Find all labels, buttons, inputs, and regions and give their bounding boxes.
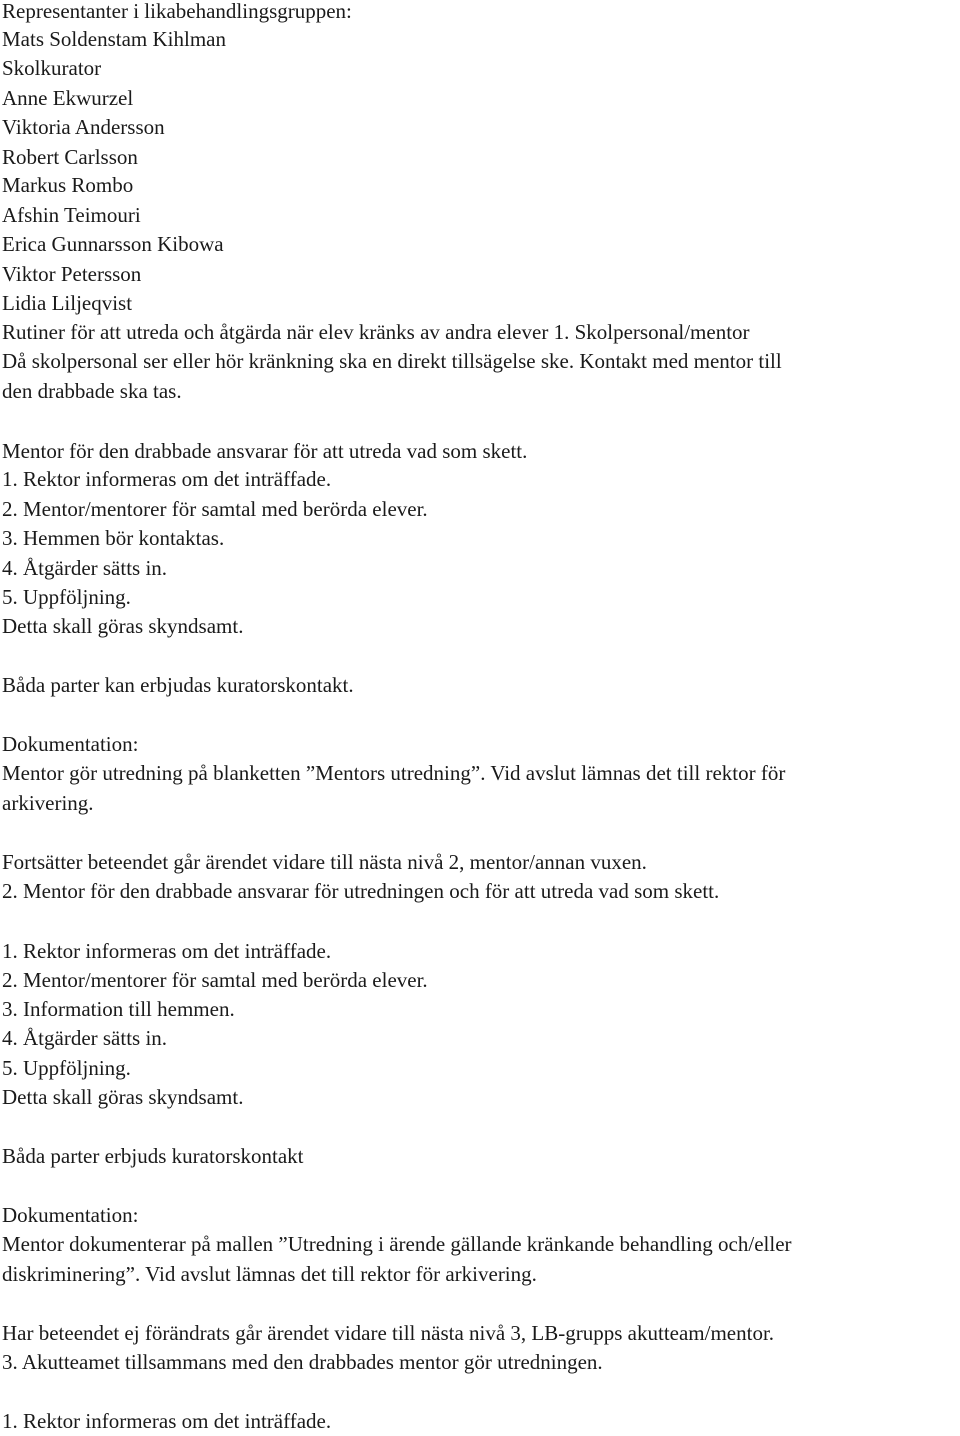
section-label: Dokumentation:	[2, 1203, 139, 1227]
member-name: Mats Soldenstam Kihlman	[2, 27, 226, 51]
list-item: 1. Rektor informeras om det inträffade.	[2, 939, 332, 963]
body-text: Har beteendet ej förändrats går ärendet vidare till nästa nivå 3, LB-grupps akutteam/mentor.	[2, 1321, 775, 1345]
body-text: 2. Mentor för den drabbade ansvarar för utredningen och för att utreda vad som skett.	[2, 879, 720, 903]
body-text: Båda parter kan erbjudas kuratorskontakt.	[2, 673, 354, 697]
list-item: 5. Uppföljning.	[2, 585, 131, 609]
list-item: 2. Mentor/mentorer för samtal med berörda elever.	[2, 968, 428, 992]
list-item: 5. Uppföljning.	[2, 1056, 131, 1080]
member-name: Markus Rombo	[2, 173, 134, 197]
member-name: Afshin Teimouri	[2, 203, 141, 227]
list-item: 2. Mentor/mentorer för samtal med berörda elever.	[2, 497, 428, 521]
list-item: 3. Hemmen bör kontaktas.	[2, 526, 225, 550]
list-item: 1. Rektor informeras om det inträffade.	[2, 467, 332, 491]
body-text: Detta skall göras skyndsamt.	[2, 1085, 244, 1109]
body-text: diskriminering”. Vid avslut lämnas det till rektor för arkivering.	[2, 1262, 537, 1286]
member-name: Robert Carlsson	[2, 145, 138, 169]
member-name: Anne Ekwurzel	[2, 86, 134, 110]
member-name: Skolkurator	[2, 56, 102, 80]
list-item: 4. Åtgärder sätts in.	[2, 556, 168, 580]
list-item: 1. Rektor informeras om det inträffade.	[2, 1409, 332, 1433]
body-text: Båda parter erbjuds kuratorskontakt	[2, 1144, 304, 1168]
body-text: Då skolpersonal ser eller hör kränkning ska en direkt tillsägelse ske. Kontakt med mentor till	[2, 349, 782, 373]
member-name: Lidia Liljeqvist	[2, 291, 133, 315]
body-text: Rutiner för att utreda och åtgärda när elev kränks av andra elever 1. Skolpersonal/mentor	[2, 320, 750, 344]
member-name: Erica Gunnarsson Kibowa	[2, 232, 224, 256]
body-text: Mentor för den drabbade ansvarar för att utreda vad som skett.	[2, 439, 528, 463]
list-item: 4. Åtgärder sätts in.	[2, 1026, 168, 1050]
member-name: Viktoria Andersson	[2, 115, 165, 139]
body-text: 3. Akutteamet tillsammans med den drabbades mentor gör utredningen.	[2, 1350, 603, 1374]
body-text: Detta skall göras skyndsamt.	[2, 614, 244, 638]
member-name: Viktor Petersson	[2, 262, 142, 286]
body-text: Mentor gör utredning på blanketten ”Mentors utredning”. Vid avslut lämnas det till rektor för	[2, 761, 786, 785]
body-text: Mentor dokumenterar på mallen ”Utredning i ärende gällande kränkande behandling och/eller	[2, 1232, 792, 1256]
body-text: Fortsätter beteendet går ärendet vidare till nästa nivå 2, mentor/annan vuxen.	[2, 850, 647, 874]
heading-representatives: Representanter i likabehandlingsgruppen:	[2, 0, 352, 23]
body-text: arkivering.	[2, 791, 94, 815]
body-text: den drabbade ska tas.	[2, 379, 182, 403]
section-label: Dokumentation:	[2, 732, 139, 756]
list-item: 3. Information till hemmen.	[2, 997, 235, 1021]
